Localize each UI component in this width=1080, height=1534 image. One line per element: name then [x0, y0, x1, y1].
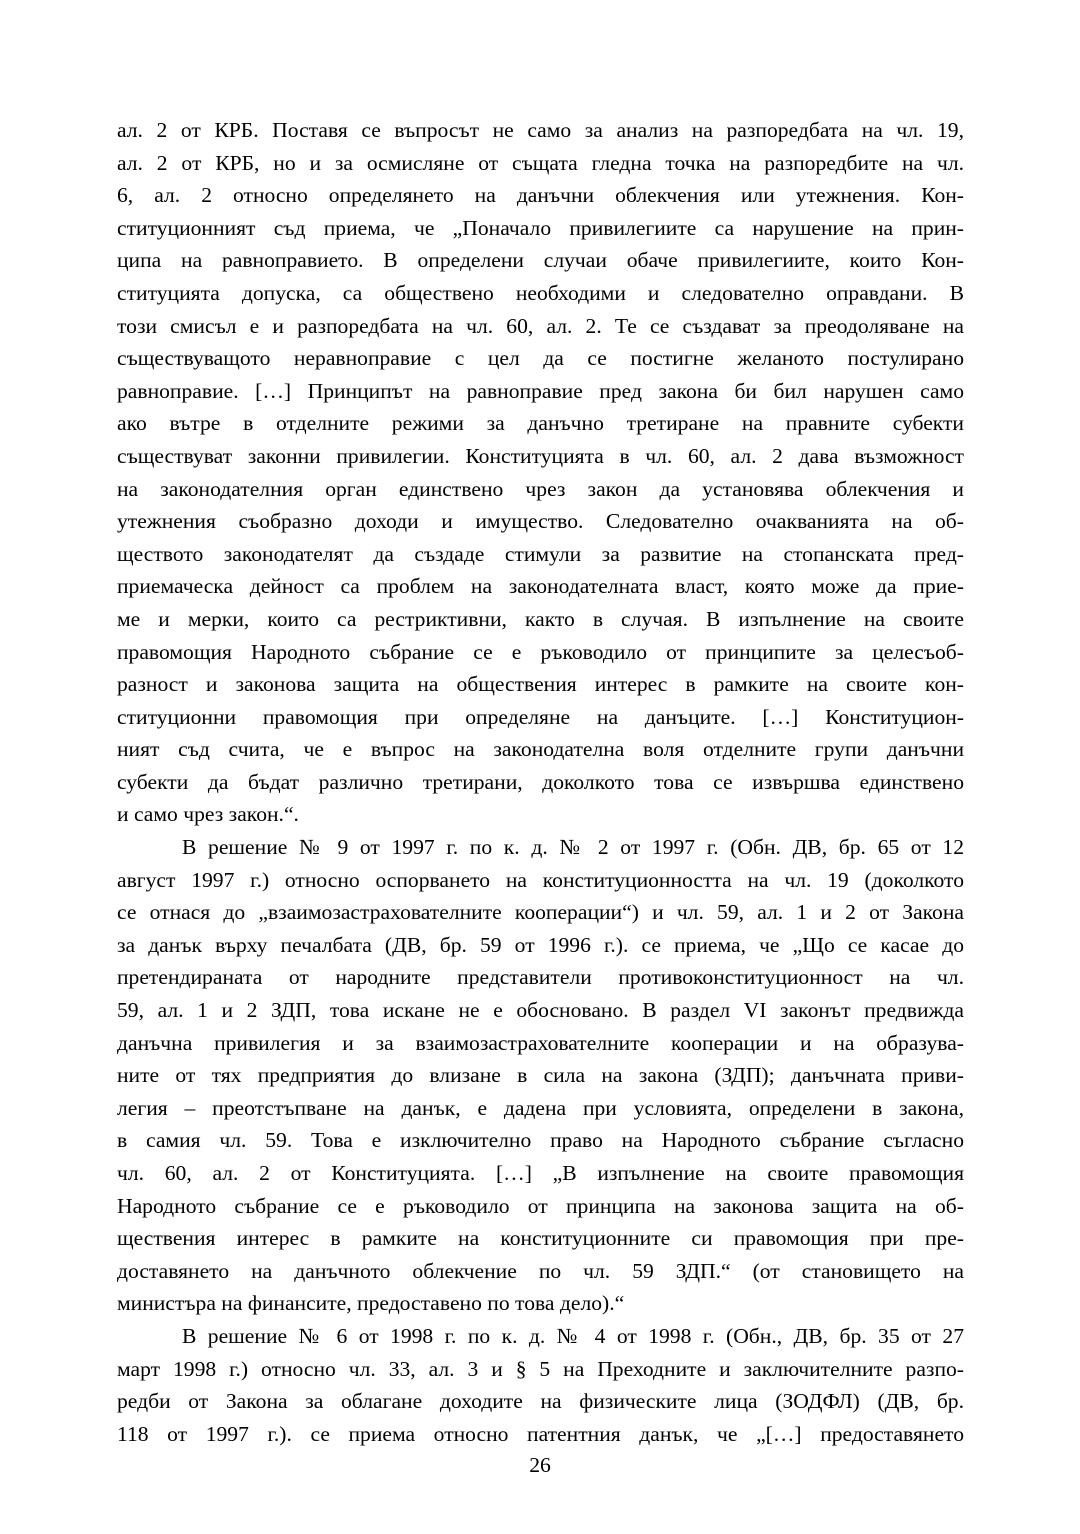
text-line: субекти да бъдат различно третирани, доколкото това се извършва единствено: [117, 769, 964, 794]
text-line: ституцията допуска, са обществено необходими и следователно оправдани. В: [117, 280, 964, 305]
text-line: ществото законодателят да създаде стимули за развитие на стопанската пред-: [117, 541, 964, 566]
text-line: редби от Закона за облагане доходите на физическите лица (ЗОДФЛ) (ДВ, бр.: [117, 1389, 964, 1414]
text-line: приемаческа дейност са проблем на законодателната власт, която може да прие-: [117, 574, 964, 599]
text-line: 59, ал. 1 и 2 ЗДП, това искане не е обосновано. В раздел VI законът предвижда: [117, 998, 964, 1023]
text-line: ме и мерки, които са рестриктивни, както в случая. В изпълнение на своите: [117, 606, 964, 631]
text-line: доставянето на данъчното облекчение по чл. 59 ЗДП.“ (от становището на: [117, 1258, 964, 1283]
paragraph-start-line: В решение № 6 от 1998 г. по к. д. № 4 от 1998 г. (Обн., ДВ, бр. 35 от 27: [182, 1323, 964, 1348]
text-line: ал. 2 от КРБ, но и за осмисляне от същата гледна точка на разпоредбите на чл.: [117, 150, 964, 175]
text-line: и само чрез закон.“.: [117, 802, 299, 827]
text-line: данъчна привилегия и за взаимозастрахователните кооперации и на образува-: [117, 1030, 964, 1055]
text-line: ципа на равноправието. В определени случаи обаче привилегиите, които Кон-: [117, 248, 964, 273]
text-line: ал. 2 от КРБ. Поставя се въпросът не само за анализ на разпоредбата на чл. 19,: [117, 118, 964, 142]
text-line: 6, ал. 2 относно определянето на данъчни облекчения или утежнения. Кон-: [117, 183, 964, 208]
text-line: претендираната от народните представители противоконституционност на чл.: [117, 965, 964, 990]
page-number: 26: [529, 1453, 551, 1477]
text-line: август 1997 г.) относно оспорването на конституционността на чл. 19 (доколкото: [117, 867, 964, 892]
text-line: съществуващото неравноправие с цел да се постигне желаното постулирано: [117, 346, 964, 371]
text-line: правомощия Народното събрание се е ръководило от принципите за целесъоб-: [117, 639, 964, 664]
text-line: за данък върху печалбата (ДВ, бр. 59 от 1996 г.). се приема, че „Що се касае до: [117, 932, 964, 957]
text-line: министъра на финансите, предоставено по това дело).“: [117, 1291, 625, 1316]
text-line: ните от тях предприятия до влизане в сила на закона (ЗДП); данъчната приви-: [117, 1063, 964, 1088]
text-line: съществуват законни привилегии. Конституцията в чл. 60, ал. 2 дава възможност: [117, 443, 964, 468]
text-line: чл. 60, ал. 2 от Конституцията. […] „В изпълнение на своите правомощия: [117, 1161, 964, 1185]
text-line: 118 от 1997 г.). се приема относно патентния данък, че „[…] предоставянето: [117, 1421, 964, 1446]
text-line: Народното събрание се е ръководило от принципа на законова защита на об-: [117, 1193, 964, 1218]
text-line: на законодателния орган единствено чрез закон да установява облекчения и: [117, 476, 964, 501]
text-line: ният съд счита, че е въпрос на законодателна воля отделните групи данъчни: [117, 737, 964, 762]
text-line: утежнения съобразно доходи и имущество. Следователно очакванията на об-: [117, 509, 964, 534]
text-line: разност и законова защита на обществения интерес в рамките на своите кон-: [117, 672, 964, 697]
text-line: легия – преотстъпване на данък, е дадена при условията, определени в закона,: [117, 1095, 964, 1120]
text-line: март 1998 г.) относно чл. 33, ал. 3 и § 5 на Преходните и заключителните разпо-: [117, 1356, 964, 1381]
text-line: равноправие. […] Принципът на равноправие пред закона би бил нарушен само: [117, 378, 964, 403]
text-line: ако вътре в отделните режими за данъчно третиране на правните субекти: [117, 411, 964, 436]
text-line: в самия чл. 59. Това е изключително право на Народното събрание съгласно: [117, 1128, 964, 1153]
text-line: този смисъл е и разпоредбата на чл. 60, ал. 2. Те се създават за преодоляване на: [117, 313, 964, 338]
text-line: се отнася до „взаимозастрахователните кооперации“) и чл. 59, ал. 1 и 2 от Закона: [117, 900, 964, 925]
paragraph-start-line: В решение № 9 от 1997 г. по к. д. № 2 от 1997 г. (Обн. ДВ, бр. 65 от 12: [182, 835, 964, 860]
text-line: ществения интерес в рамките на конституционните си правомощия при пре-: [117, 1226, 964, 1251]
text-line: ституционният съд приема, че „Поначало привилегиите са нарушение на прин-: [117, 215, 964, 240]
body-text: [117, 114, 964, 1450]
text-line: ституционни правомощия при определяне на данъците. […] Конституцион-: [117, 704, 964, 729]
